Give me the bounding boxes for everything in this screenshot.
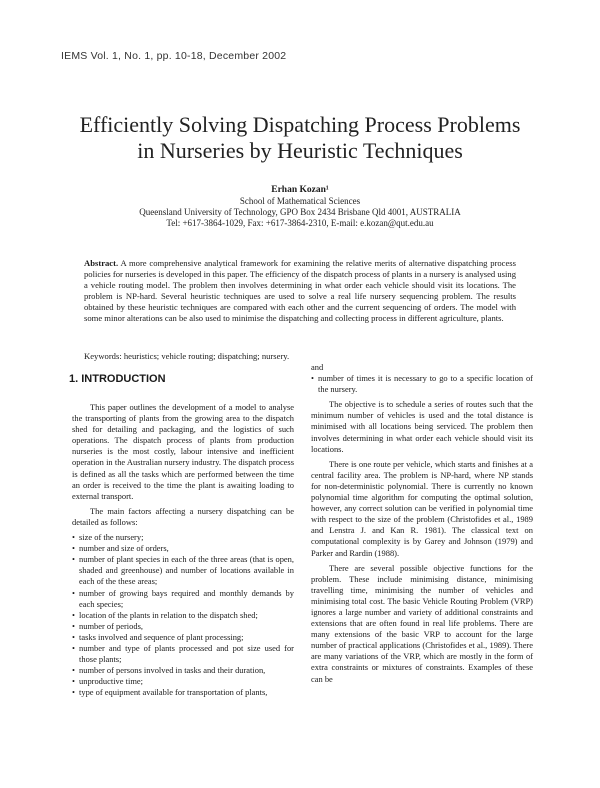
list-item: • location of the plants in relation to the dispatch shed; [72,610,294,621]
intro-paragraph-1: This paper outlines the development of a model to analyse the transporting of plants from the growing area to the dispatch shed for detailing and packaging, and the logistics of such operations. The dispatch process of plants from production nurseries is the most costly, labour intensive and inefficient operation in the Australian nursery industry. The dispatch process is defined as all the tasks which are performed between the time an order is received to the time the plant is awaiting loading to external transport. [72,402,294,501]
list-item: • number of periods, [72,621,294,632]
intro-paragraph-2: The main factors affecting a nursery dispatching can be detailed as follows: [72,505,294,527]
abstract [84,258,516,323]
body-paragraph-objectives: There are several possible objective functions for the problem. These include minimising distance, minimising travelling time, minimising the number of vehicles and minimising total cost. The basic Vehicle Routing Problem (VRP) ignores a large number and variety of additional constraints and extensions that are often found in real life problems. There are many extensions of the basic VRP to account for the large number of practical applications (Christofides et al., 1989). There are many variations of the VRP, which are mostly in the form of extra constraints or mixtures of constraints. Examples of these can be [311,562,533,684]
keywords [84,351,516,362]
affiliation-contact: Tel: +617-3864-1029, Fax: +617-3864-2310, E-mail: e.kozan@qut.edu.au [166,218,434,228]
list-item: • number of plant species in each of the three areas (that is open, shaded and greenhouse) and number of locations available in each of the these areas; [72,554,294,587]
body-paragraph-np-hard: There is one route per vehicle, which starts and finishes at a central facility area. The problem is NP-hard, where NP stands for non-deterministic polynomial. There is currently no known polynomial time algorithm for computing the optimal solution, however, any correct solution can be verified in polynomial time with respect to the size of the problem (Christofides et al., 1989 and Lenstra J. and Kan R. 1981). The classical text on computational complexity is by Garey and Johnson (1979) and Parker and Rardin (1988). [311,458,533,558]
right-column [311,362,533,689]
body-paragraph-objective: The objective is to schedule a series of routes such that the minimum number of vehicles is used and the total distance is minimised with all locations being serviced. The problem then involves determining in what order each vehicle should visit its locations. [311,399,533,454]
list-item: • number of growing bays required and monthly demands by each species; [72,588,294,610]
section-heading-introduction: 1. INTRODUCTION [69,373,166,385]
keywords-label: Keywords: [84,351,122,361]
list-item: • number and type of plants processed and pot size used for those plants; [72,643,294,665]
affiliation-address: Queensland University of Technology, GPO Box 2434 Brisbane Qld 4001, AUSTRALIA [139,207,461,217]
list-item: • type of equipment available for transportation of plants, [72,687,294,698]
title-line-1: Efficiently Solving Dispatching Process Problems [79,112,521,137]
title-line-2: in Nurseries by Heuristic Techniques [137,138,463,163]
list-item: • number and size of orders, [72,543,294,554]
author-name: Erhan Kozan¹ [271,185,329,195]
keywords-text: heuristics; vehicle routing; dispatching; nursery. [123,351,290,361]
factor-list-continued [311,362,533,395]
list-item: • size of the nursery; [72,532,294,543]
affiliation [0,196,600,229]
left-column [69,372,294,702]
abstract-text: A more comprehensive analytical framework for examining the relative merits of alternative dispatching process policies for nurseries is developed in this paper. The efficiency of the dispatch process of plants in a nursery is analysed using a vehicle routing model. The problem then involves determining in what order each vehicle should visit its locations. The problem is NP-hard. Several heuristic techniques are used to solve a real life nursery sequencing problem. The results obtained by these heuristic techniques are compared with each other and the current sequencing of orders. The model with some minor alterations can be also used to minimise the dispatching and collecting process in different agriculture, plants. [84,258,516,323]
affiliation-school: School of Mathematical Sciences [239,196,361,206]
running-head: IEMS Vol. 1, No. 1, pp. 10-18, December 2002 [61,50,287,62]
list-item: • number of times it is necessary to go to a specific location of the nursery. [311,373,533,395]
list-item-continuation: and [311,362,324,372]
paper-title [0,112,600,164]
abstract-label: Abstract. [84,258,119,268]
list-item: • tasks involved and sequence of plant processing; [72,632,294,643]
list-item: • unproductive time; [72,676,294,687]
list-item: • number of persons involved in tasks and their duration, [72,665,294,676]
factor-list [72,532,294,698]
